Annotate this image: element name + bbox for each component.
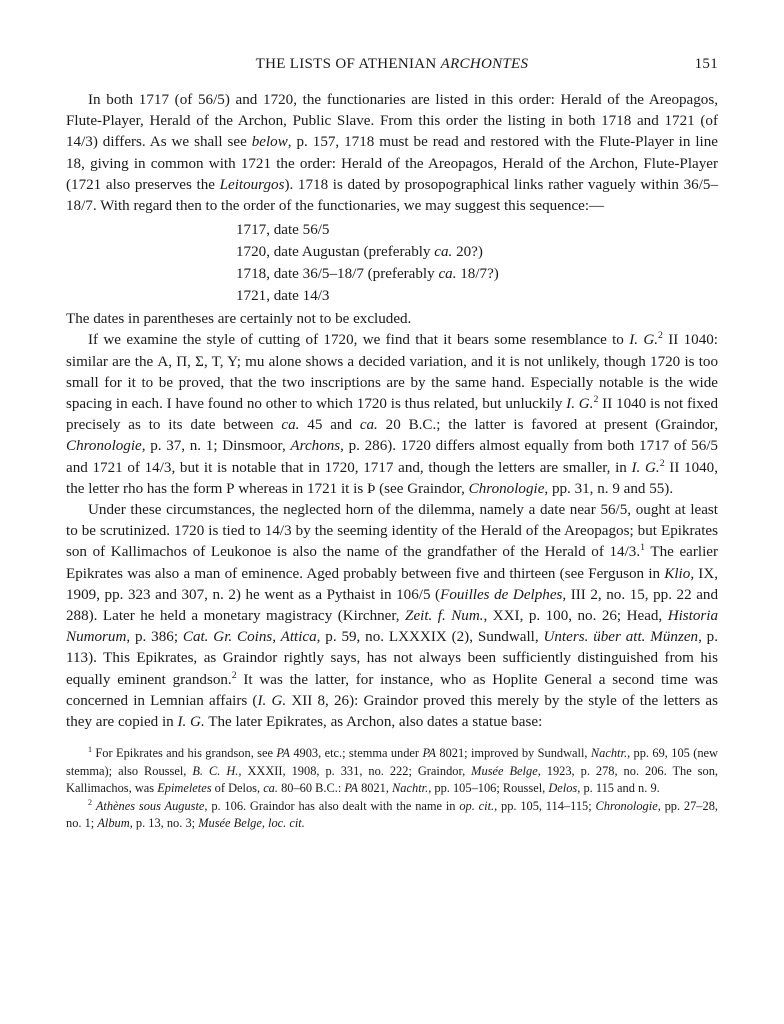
paragraph-3: If we examine the style of cutting of 1720, we find that it bears some resemblance to I. G.$^2$ II 1040: similar are the Α, Π, Σ, Τ, Υ; mu alone shows a decided variation, and it is not unlikely, though 1720 is too small for it to be proved, that the two inscriptions are by the same hand. Especially notable is the wide spacing in each. I have found no other to which 1720 is thus related, but unluckily I. G.$^2$ II 1040 is not fixed precisely as to its date between ca. 45 and ca. 20 B.C.; the latter is favored at present (Graindor, Chronologie, p. 37, n. 1; Dinsmoor, Archons, p. 286). 1720 differs almost equally from both 1717 of 56/5 and 1721 of 14/3, but it is notable that in 1720, 1717 and, though the letters are smaller, in I. G.$^2$ II 1040, the letter rho has the form Ρ whereas in 1721 it is Þ (see Graindor, Chronologie, pp. 31, n. 9 and 55).	[66, 330, 719, 497]
footnote-1: $^1$ For Epikrates and his grandson, see PA 4903, etc.; stemma under PA 8021; improved by Sundwall, Nachtr., pp. 69, 105 (new stemma); also Roussel, B. C. H., XXXII, 1908, p. 331, no. 222; Graindor, Musée Belge, 1923, p. 278, no. 206. The son, Kallimachos, was Epimeletes of Delos, ca. 80–60 B.C.: PA 8021, Nachtr., pp. 105–106; Roussel, Delos, p. 115 and n. 9.	[66, 745, 719, 796]
page-number: 151	[694, 56, 718, 72]
paragraph-1: In both 1717 (of 56/5) and 1720, the functionaries are listed in this order: Herald of the Areopagos, Flute-Player, Herald of the Archon, Public Slave. From this order the listing in both 1718 and 1721 (of 14/3) differs. As we shall see below, p. 157, 1718 must be read and restored with the Flute-Player in line 18, giving in common with 1721 the order: Herald of the Areopagos, Herald of the Archon, Flute-Player (1721 also preserves the Leitourgos). 1718 is dated by prosopographical links rather vaguely within 36/5–18/7. With regard then to the order of the functionaries, we may suggest this sequence:—	[66, 92, 718, 215]
running-head-title: THE LISTS OF ATHENIAN ARCHONTES	[255, 56, 529, 72]
functionary-sequence-list	[66, 219, 718, 307]
paragraph-4: Under these circumstances, the neglected horn of the dilemma, namely a date near 56/5, ought at least to be scrutinized. 1720 is tied to 14/3 by the seeming identity of the Herald of the Areopagos; but Epikrates son of Kallimachos of Leukonoe is also the name of the grandfather of the Herald of 14/3.$^1$ The earlier Epikrates was also a man of eminence. Aged probably between five and thirteen (see Ferguson in Klio, IX, 1909, pp. 323 and 307, n. 2) he went as a Pythaist in 106/5 (Fouilles de Delphes, III 2, no. 15, pp. 22 and 288). Later he held a monetary magistracy (Kirchner, Zeit. f. Num., XXI, p. 100, no. 26; Head, Historia Numorum, p. 386; Cat. Gr. Coins, Attica, p. 59, no. LXXXIX (2), Sundwall, Unters. über att. Münzen, p. 113). This Epikrates, as Graindor rightly says, has not always been sufficiently distinguished from his equally eminent grandson.$^2$ It was the latter, for instance, who as Hoplite General a second time was concerned in Lemnian affairs (I. G. XII 8, 26): Graindor proved this merely by the style of the letters as they are copied in I. G. The later Epikrates, as Archon, also dates a statue base:	[66, 502, 719, 731]
sequence-item: 1718, date 36/5–18/7 (preferably ca. 18/7?)	[236, 266, 499, 283]
sequence-item: 1721, date 14/3	[236, 288, 330, 305]
paragraph-2: The dates in parentheses are certainly not to be excluded.	[66, 311, 412, 328]
sequence-item: 1717, date 56/5	[236, 222, 330, 239]
sequence-item: 1720, date Augustan (preferably ca. 20?)	[236, 244, 483, 261]
running-head	[66, 56, 718, 80]
footnote-ref-2: 2	[231, 669, 237, 681]
footnotes	[66, 745, 718, 832]
body-text	[66, 90, 718, 733]
page	[66, 56, 718, 832]
footnote-ref-1: 1	[640, 542, 646, 554]
footnote-2: $^2$ Athènes sous Auguste, p. 106. Graindor has also dealt with the name in op. cit., pp. 105, 114–115; Chronologie, pp. 27–28, no. 1; Album, p. 13, no. 3; Musée Belge, loc. cit.	[66, 797, 718, 830]
